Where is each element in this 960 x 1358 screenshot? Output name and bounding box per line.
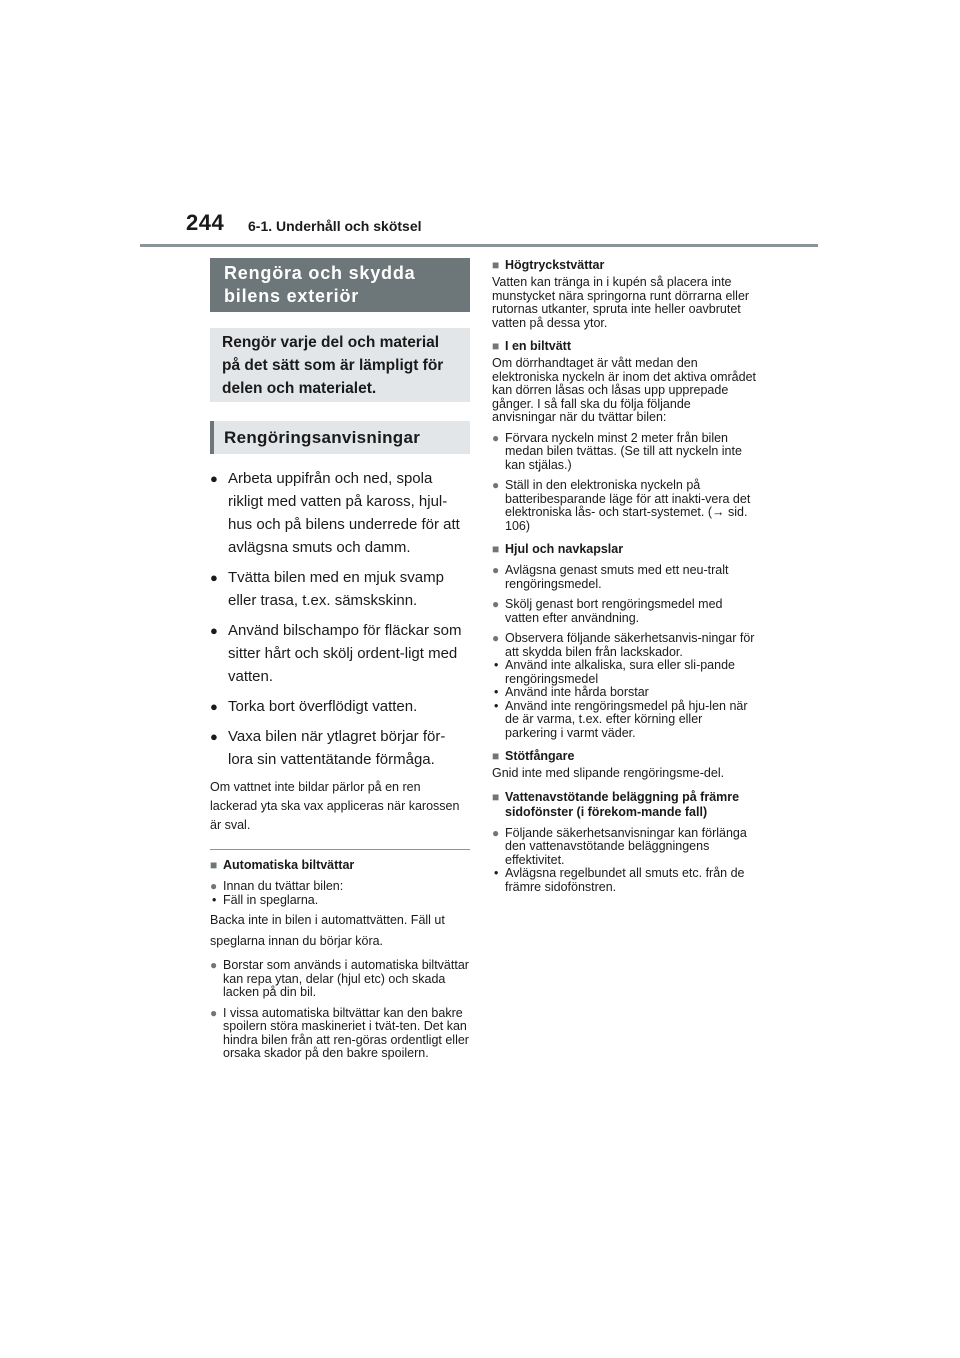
- item-text: Ställ in den elektroniska nyckeln på batteribesparande läge för att inakti-vera det elektroniska lås- och start-systemet. (: [505, 478, 751, 519]
- bullet-icon: •: [494, 658, 499, 672]
- bullet-icon: ●: [210, 623, 218, 638]
- wheels-heading: [492, 542, 757, 557]
- heading-text: Hjul och navkapslar: [505, 542, 624, 556]
- list-item: [210, 566, 470, 612]
- cleaning-instructions-list: [210, 467, 470, 771]
- list-item: [210, 695, 470, 718]
- heading-text: Vattenavstötande beläggning på främre sidofönster (i förekom-mande fall): [505, 789, 740, 819]
- subitem-text: Använd inte alkaliska, sura eller sli-pande rengöringsmedel: [505, 658, 735, 686]
- wheels-item: [492, 632, 757, 659]
- arrow-icon: →: [712, 505, 725, 519]
- auto-wash-text: Backa inte in bilen i automattvätten. Fäll ut speglarna innan du börjar köra.: [210, 913, 445, 948]
- section-title: 6-1. Underhåll och skötsel: [248, 218, 422, 234]
- auto-wash-subitem: [210, 894, 470, 908]
- left-column: [210, 258, 470, 1061]
- bullet-icon: •: [212, 892, 217, 907]
- header-rule: [140, 244, 818, 247]
- circle-icon: ●: [210, 1005, 218, 1020]
- circle-icon: ●: [492, 478, 500, 492]
- auto-wash-heading: [210, 858, 470, 873]
- high-pressure-text: Vatten kan tränga in i kupén så placera inte munstycket nära springorna runt dörrarna eller rutornas utkanter, spruta inte heller oavbrutet vatten på dessa ytor.: [492, 275, 750, 330]
- item-text: Avlägsna genast smuts med ett neu-tralt rengöringsmedel.: [505, 563, 729, 591]
- right-column: [492, 254, 757, 894]
- auto-wash-item: [210, 959, 470, 1000]
- subheading-box: [210, 421, 470, 454]
- wheels-subitem: [492, 700, 757, 741]
- wheels-subitem: [492, 686, 757, 700]
- item-text: Borstar som används i automatiska biltvättar kan repa ytan, delar (hjul etc) och skada lacken på din bil.: [223, 958, 469, 999]
- circle-icon: ●: [492, 631, 500, 645]
- bullet-icon: •: [494, 866, 499, 880]
- circle-icon: ●: [210, 879, 218, 893]
- heading-text: Automatiska biltvättar: [223, 858, 355, 872]
- item-text: Skölj genast bort rengöringsmedel med vatten efter användning.: [505, 597, 723, 625]
- bullet-icon: ●: [210, 699, 218, 714]
- list-item: [210, 467, 470, 559]
- subitem-text: Använd inte hårda borstar: [505, 685, 649, 699]
- item-text: Observera följande säkerhetsanvis-ningar för att skydda bilen från lackskador.: [505, 631, 755, 659]
- car-wash-item: [492, 479, 757, 533]
- page-title: Rengöra och skydda bilens exteriör: [210, 258, 470, 312]
- bullet-icon: •: [494, 685, 499, 699]
- car-wash-item: [492, 432, 757, 473]
- bumpers-heading: [492, 749, 757, 764]
- list-item: [210, 725, 470, 771]
- auto-wash-item: [210, 1007, 470, 1061]
- list-item: [210, 619, 470, 688]
- item-text: Följande säkerhetsanvisningar kan förlänga den vattenavstötande beläggningens effektivitet.: [505, 825, 747, 867]
- subitem-text: Fäll in speglarna.: [223, 892, 319, 907]
- list-item-text: Använd bilschampo för fläckar som sitter hårt och skölj ordent-ligt med vatten.: [228, 622, 462, 685]
- square-icon: ■: [492, 542, 500, 556]
- square-icon: ■: [492, 749, 500, 763]
- high-pressure-heading: [492, 258, 757, 273]
- subheading: Rengöringsanvisningar: [224, 427, 421, 447]
- list-item-text: Tvätta bilen med en mjuk svamp eller trasa, t.ex. sämskskinn.: [228, 569, 444, 609]
- circle-icon: ●: [492, 563, 500, 577]
- water-repellent-item: [492, 827, 757, 868]
- list-item-text: Arbeta uppifrån och ned, spola rikligt med vatten på kaross, hjul-hus och på bilens underrede för att avlägsna smuts och damm.: [228, 470, 460, 556]
- intro-text: Rengör varje del och material på det sätt som är lämpligt för delen och materialet.: [222, 333, 444, 397]
- list-item-text: Torka bort överflödigt vatten.: [228, 698, 418, 715]
- square-icon: ■: [492, 339, 500, 353]
- circle-icon: ●: [210, 958, 218, 972]
- wax-note: Om vattnet inte bildar pärlor på en ren lackerad yta ska vax appliceras när karossen är sval.: [210, 780, 460, 832]
- intro-box: [210, 328, 470, 402]
- item-text: Innan du tvättar bilen:: [223, 879, 344, 893]
- square-icon: ■: [492, 258, 500, 272]
- heading-text: I en biltvätt: [505, 339, 571, 353]
- car-wash-heading: [492, 339, 757, 354]
- wheels-item: [492, 598, 757, 625]
- wheels-subitem: [492, 659, 757, 686]
- subheading-accent: [210, 421, 214, 454]
- bullet-icon: ●: [210, 570, 218, 585]
- heading-text: Högtryckstvättar: [505, 258, 605, 272]
- bullet-icon: ●: [210, 471, 218, 486]
- bumpers-text: Gnid inte med slipande rengöringsme-del.: [492, 766, 725, 780]
- wheels-item: [492, 564, 757, 591]
- bullet-icon: ●: [210, 729, 218, 744]
- subitem-text: Använd inte rengöringsmedel på hju-len när de är varma, t.ex. efter körning eller parkering i varmt väder.: [505, 698, 748, 740]
- bullet-icon: •: [494, 698, 499, 713]
- square-icon: ■: [210, 858, 218, 872]
- water-repellent-subitem: [492, 867, 757, 894]
- circle-icon: ●: [492, 597, 500, 611]
- circle-icon: ●: [492, 430, 500, 445]
- square-icon: ■: [492, 789, 500, 804]
- item-text: I vissa automatiska biltvättar kan den bakre spoilern störa maskineriet i tvät-ten. Det kan hindra bilen från att ren-göras ordentligt eller orsaka skador på den bakre spoilern.: [223, 1005, 469, 1060]
- item-text: Förvara nyckeln minst 2 meter från bilen medan bilen tvättas. (Se till att nyckeln inte kan stjälas.): [505, 430, 742, 472]
- subitem-text: Avlägsna regelbundet all smuts etc. från de främre sidofönstren.: [505, 866, 745, 894]
- page-number: 244: [186, 210, 225, 235]
- heading-text: Stötfångare: [505, 749, 575, 763]
- car-wash-text: Om dörrhandtaget är vått medan den elektroniska nyckeln är inom det aktiva området kan dörren låsas och låsas upp upprepade gånger. I så fall ska du följa följande anvisningar när du tvättar bilen:: [492, 356, 757, 424]
- divider: [210, 849, 470, 850]
- water-repellent-heading: [492, 790, 757, 820]
- auto-wash-item: [210, 880, 470, 894]
- list-item-text: Vaxa bilen när ytlagret börjar för-lora sin vattentätande förmåga.: [228, 728, 446, 768]
- page-reference-link[interactable]: sid. 106): [505, 505, 748, 533]
- circle-icon: ●: [492, 825, 500, 840]
